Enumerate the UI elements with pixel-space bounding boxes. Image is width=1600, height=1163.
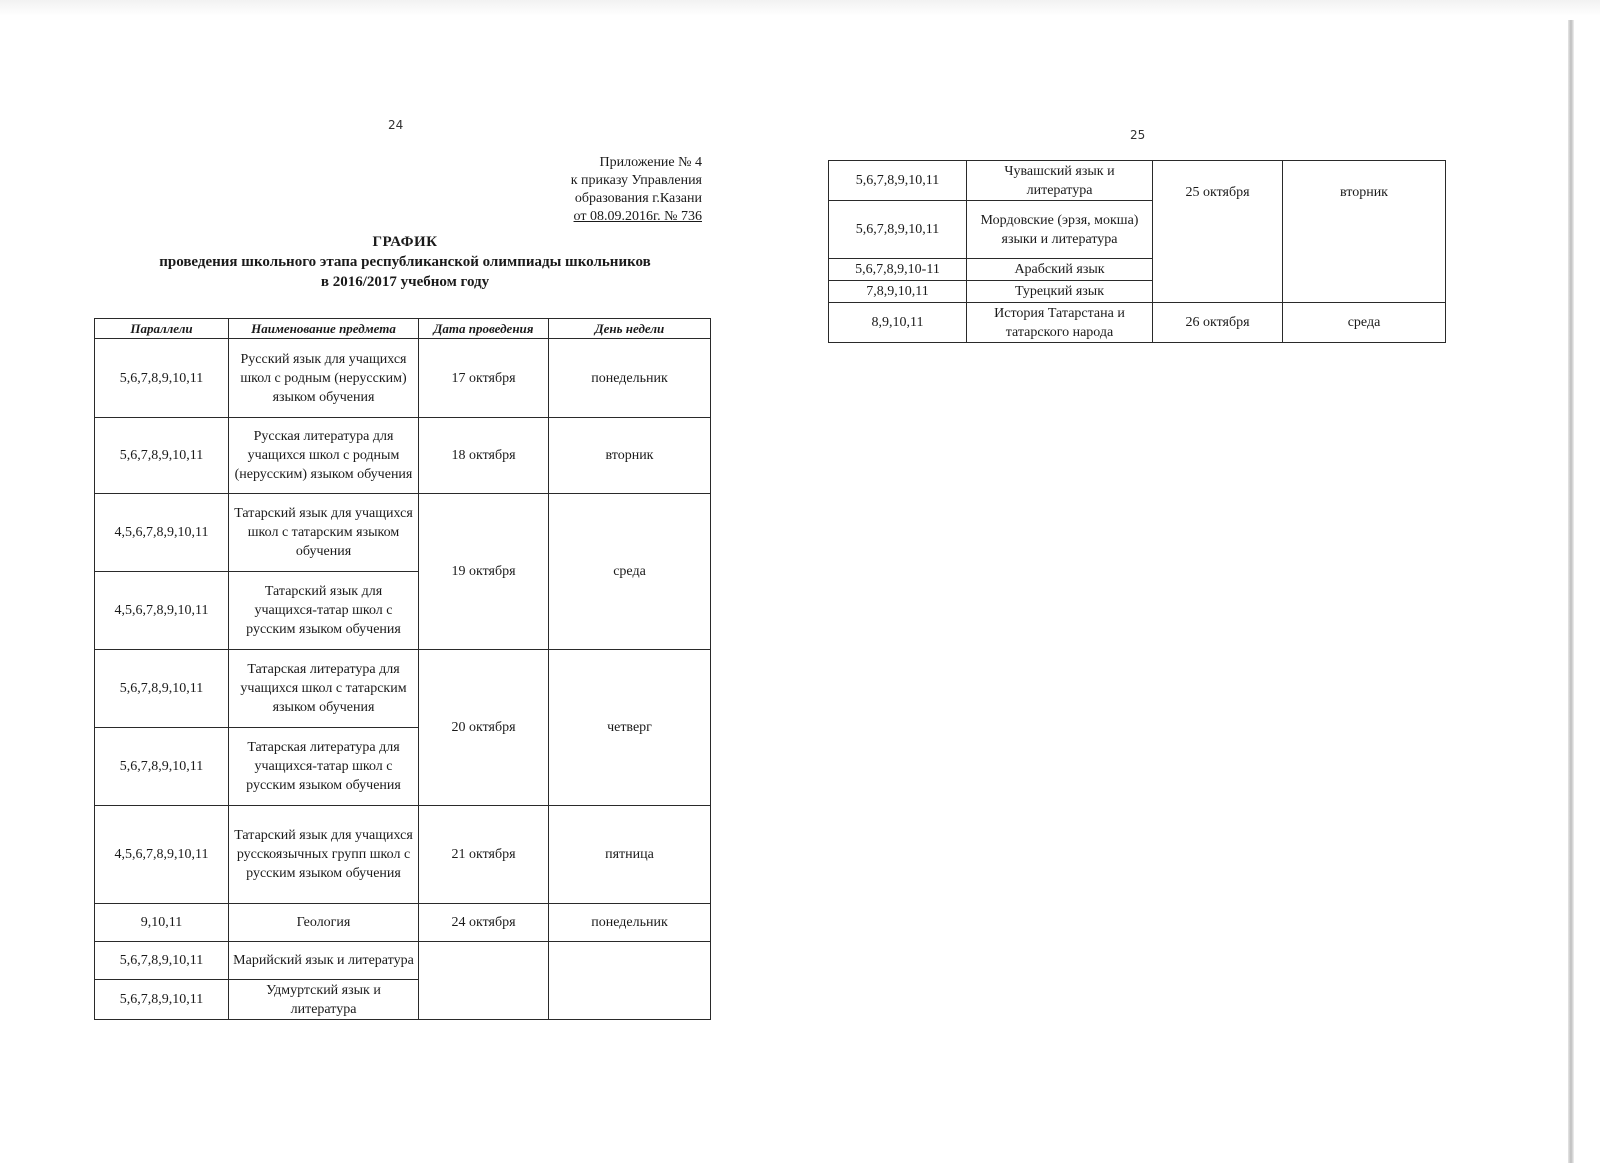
approval-line-1: Приложение № 4 xyxy=(599,155,702,170)
table-header-row xyxy=(95,319,711,339)
cell-subject: Русская литература для учащихся школ с родным (нерусским) языком обучения xyxy=(229,418,419,494)
cell-parallels: 9,10,11 xyxy=(95,904,229,942)
cell-parallels: 5,6,7,8,9,10,11 xyxy=(95,980,229,1020)
cell-parallels: 4,5,6,7,8,9,10,11 xyxy=(95,572,229,650)
cell-date-empty xyxy=(419,942,549,1020)
table-row xyxy=(95,494,711,572)
cell-date: 24 октября xyxy=(419,904,549,942)
cell-parallels: 7,8,9,10,11 xyxy=(829,281,967,303)
cell-subject: Татарский язык для учащихся русскоязычных групп школ с русским языком обучения xyxy=(229,806,419,904)
cell-weekday: пятница xyxy=(549,806,711,904)
table-row xyxy=(95,806,711,904)
cell-date: 26 октября xyxy=(1153,303,1283,343)
table-row xyxy=(95,418,711,494)
cell-weekday: среда xyxy=(1283,303,1446,343)
cell-parallels: 5,6,7,8,9,10,11 xyxy=(95,418,229,494)
cell-parallels: 5,6,7,8,9,10-11 xyxy=(829,259,967,281)
approval-line-2: к приказу Управления xyxy=(570,173,702,188)
cell-date: 25 октября xyxy=(1153,161,1283,303)
cell-weekday: понедельник xyxy=(549,904,711,942)
header-parallels: Параллели xyxy=(95,319,229,339)
schedule-table-left xyxy=(94,318,711,1020)
cell-parallels: 5,6,7,8,9,10,11 xyxy=(95,650,229,728)
cell-subject: Татарский язык для учащихся школ с татарским языком обучения xyxy=(229,494,419,572)
cell-weekday: вторник xyxy=(549,418,711,494)
table-row xyxy=(95,942,711,980)
header-weekday: День недели xyxy=(549,319,711,339)
title-line-3: в 2016/2017 учебном году xyxy=(320,274,490,290)
cell-parallels: 8,9,10,11 xyxy=(829,303,967,343)
document-title xyxy=(90,232,720,292)
approval-line-3: образования г.Казани xyxy=(574,191,702,206)
cell-subject: Чувашский язык и литература xyxy=(967,161,1153,201)
cell-date: 20 октября xyxy=(419,650,549,806)
cell-subject: Удмуртский язык и литература xyxy=(229,980,419,1020)
table-row xyxy=(95,904,711,942)
cell-subject: Турецкий язык xyxy=(967,281,1153,303)
approval-line-4: от 08.09.2016г. № 736 xyxy=(573,209,702,224)
header-subject: Наименование предмета xyxy=(229,319,419,339)
cell-weekday: понедельник xyxy=(549,339,711,418)
cell-subject: Татарский язык для учащихся-татар школ с русским языком обучения xyxy=(229,572,419,650)
cell-weekday: среда xyxy=(549,494,711,650)
scan-binding-edge xyxy=(1568,20,1574,1163)
table-row xyxy=(829,303,1446,343)
cell-subject: Татарская литература для учащихся школ с татарским языком обучения xyxy=(229,650,419,728)
cell-parallels: 5,6,7,8,9,10,11 xyxy=(829,161,967,201)
table-row xyxy=(829,161,1446,201)
cell-subject: Русский язык для учащихся школ с родным (нерусским) языком обучения xyxy=(229,339,419,418)
table-row xyxy=(95,650,711,728)
header-date: Дата проведения xyxy=(419,319,549,339)
cell-subject: Татарская литература для учащихся-татар школ с русским языком обучения xyxy=(229,728,419,806)
page-number-left: 24 xyxy=(388,118,404,132)
schedule-table-right xyxy=(828,160,1446,343)
approval-block xyxy=(480,154,702,226)
cell-parallels: 5,6,7,8,9,10,11 xyxy=(95,728,229,806)
cell-date: 21 октября xyxy=(419,806,549,904)
cell-subject: Марийский язык и литература xyxy=(229,942,419,980)
title-line-2: проведения школьного этапа республиканской олимпиады школьников xyxy=(159,254,651,270)
cell-parallels: 5,6,7,8,9,10,11 xyxy=(829,201,967,259)
cell-subject: История Татарстана и татарского народа xyxy=(967,303,1153,343)
cell-parallels: 5,6,7,8,9,10,11 xyxy=(95,339,229,418)
title-main: ГРАФИК xyxy=(372,234,438,250)
cell-date: 17 октября xyxy=(419,339,549,418)
cell-parallels: 4,5,6,7,8,9,10,11 xyxy=(95,494,229,572)
cell-weekday: четверг xyxy=(549,650,711,806)
cell-parallels: 5,6,7,8,9,10,11 xyxy=(95,942,229,980)
cell-parallels: 4,5,6,7,8,9,10,11 xyxy=(95,806,229,904)
cell-subject: Геология xyxy=(229,904,419,942)
cell-subject: Мордовские (эрзя, мокша) языки и литература xyxy=(967,201,1153,259)
page-number-right: 25 xyxy=(1130,128,1146,142)
scan-top-strip xyxy=(0,0,1600,16)
cell-date: 18 октября xyxy=(419,418,549,494)
cell-subject: Арабский язык xyxy=(967,259,1153,281)
cell-date: 19 октября xyxy=(419,494,549,650)
table-row xyxy=(95,339,711,418)
cell-weekday: вторник xyxy=(1283,161,1446,303)
cell-weekday-empty xyxy=(549,942,711,1020)
